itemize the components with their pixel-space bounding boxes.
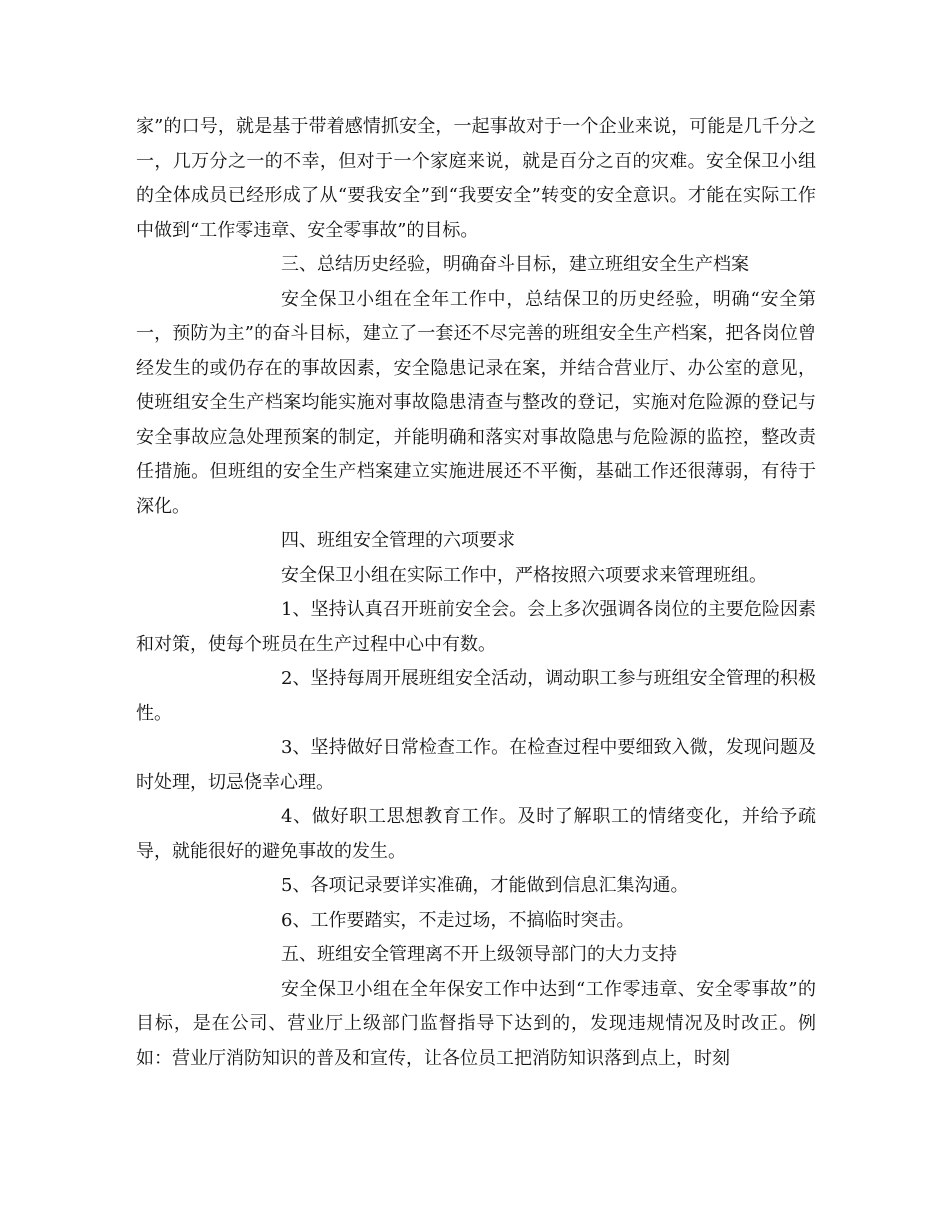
list-item-2: 2、坚持每周开展班组安全活动，调动职工参与班组安全管理的积极性。 bbox=[136, 668, 816, 724]
section-heading-4: 四、班组安全管理的六项要求 bbox=[281, 530, 515, 551]
list-item-6: 6、工作要踏实，不走过场，不搞临时突击。 bbox=[281, 909, 635, 931]
list-item-4: 4、做好职工思想教育工作。及时了解职工的情绪变化，并给予疏导，就能很好的避免事故的发生。 bbox=[136, 806, 816, 862]
list-item-5: 5、各项记录要详实准确，才能做到信息汇集沟通。 bbox=[281, 875, 689, 896]
document-body bbox=[136, 110, 816, 1076]
paragraph-continued: 家”的口号，就是基于带着感情抓安全，一起事故对于一个企业来说，可能是几千分之一，几万分之一的不幸，但对于一个家庭来说，就是百分之百的灾难。安全保卫小组的全体成员已经形成了从“要我安全”到“我要安全”转变的安全意识。才能在实际工作中做到“工作零违章、安全零事故”的目标。 bbox=[136, 116, 816, 241]
paragraph-section-3: 安全保卫小组在全年工作中，总结保卫的历史经验，明确“安全第一，预防为主”的奋斗目标，建立了一套还不尽完善的班组安全生产档案，把各岗位曾经发生的或仍存在的事故因素，安全隐患记录在案，并结合营业厅、办公室的意见，使班组安全生产档案均能实施对事故隐患清查与整改的登记，实施对危险源的登记与安全事故应急处理预案的制定，并能明确和落实对事故隐患与危险源的监控，整改责任措施。但班组的安全生产档案建立实施进展还不平衡，基础工作还很薄弱，有待于深化。 bbox=[136, 288, 816, 517]
section-heading-5: 五、班组安全管理离不开上级领导部门的大力支持 bbox=[281, 944, 677, 965]
list-item-1: 1、坚持认真召开班前安全会。会上多次强调各岗位的主要危险因素和对策，使每个班员在生产过程中心中有数。 bbox=[136, 599, 816, 655]
paragraph-six-requirements-intro: 安全保卫小组在实际工作中，严格按照六项要求来管理班组。 bbox=[281, 564, 767, 586]
section-heading-3: 三、总结历史经验，明确奋斗目标，建立班组安全生产档案 bbox=[281, 254, 749, 275]
paragraph-section-5: 安全保卫小组在全年保安工作中达到“工作零违章、安全零事故”的目标，是在公司、营业厅上级部门监督指导下达到的，发现违规情况及时改正。例如：营业厅消防知识的普及和宣传，让各位员工把消防知识落到点上，时刻 bbox=[136, 978, 816, 1069]
list-item-3: 3、坚持做好日常检查工作。在检查过程中要细致入微，发现问题及时处理，切忌侥幸心理。 bbox=[136, 737, 816, 793]
